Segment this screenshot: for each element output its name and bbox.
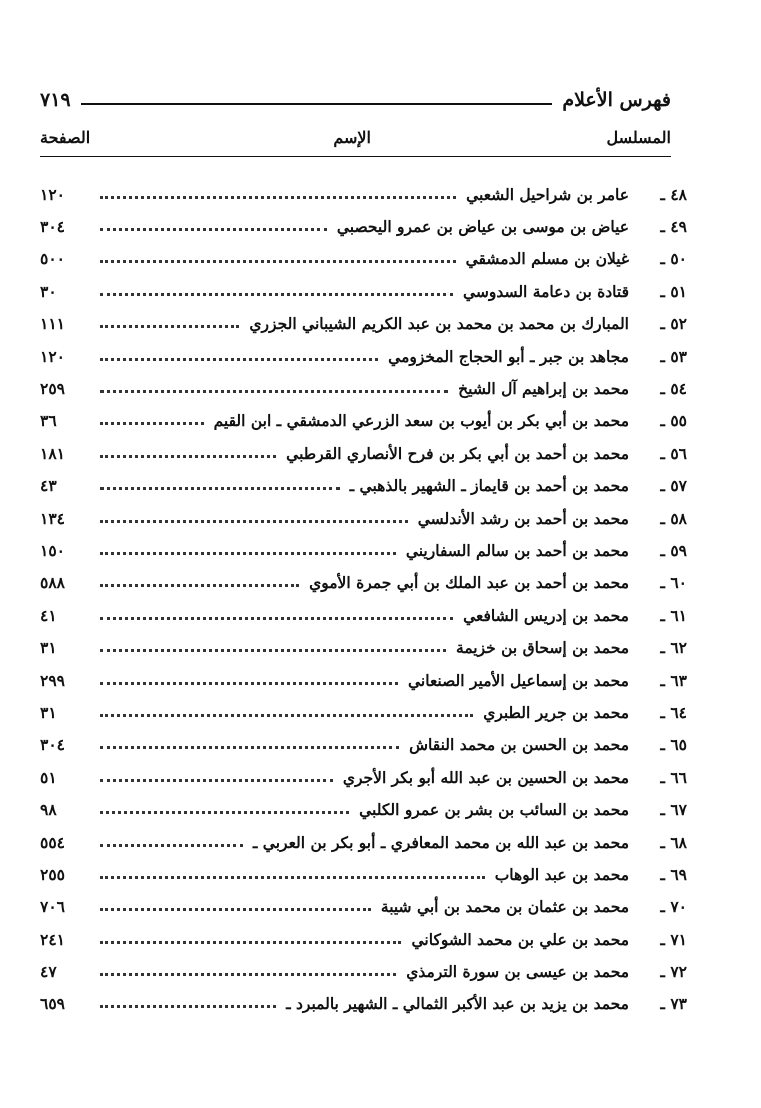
entry-number: ٦٢ ـ: [660, 638, 687, 658]
dot-leader: [100, 358, 378, 361]
entry-name: المبارك بن محمد بن محمد بن عبد الكريم الشيباني الجزري: [249, 314, 629, 334]
entry-page: ١٢٠: [40, 184, 65, 204]
entry-number: ٦٠ ـ: [660, 573, 687, 593]
dot-leader: [100, 617, 453, 620]
index-entry: [40, 405, 687, 437]
entry-name: محمد بن السائب بن بشر بن عمرو الكلبي: [359, 800, 629, 820]
dot-leader: [100, 228, 327, 231]
entry-page: ٣٦: [40, 411, 57, 431]
dot-leader: [100, 455, 276, 458]
entry-number: ٤٨ ـ: [660, 184, 687, 204]
entry-name: محمد بن يزيد بن عبد الأكبر الثمالي ـ الشهير بالمبرد ـ: [286, 994, 629, 1014]
index-entry: [40, 729, 687, 761]
entry-name: محمد بن عثمان بن محمد بن أبي شيبة: [380, 897, 629, 917]
entry-number: ٥٥ ـ: [660, 411, 687, 431]
header-rule: [81, 103, 553, 105]
column-header-rule: [40, 156, 671, 157]
entry-name: محمد بن أحمد بن قايماز ـ الشهير بالذهبي ـ: [349, 476, 629, 496]
index-entry: [40, 275, 687, 307]
entry-page: ٤٧: [40, 962, 57, 982]
entry-page: ١١١: [40, 314, 65, 334]
entry-page: ٣١: [40, 702, 57, 722]
entry-number: ٥١ ـ: [660, 281, 687, 301]
index-entry: [40, 923, 687, 955]
entry-name: محمد بن عيسى بن سورة الترمذي: [406, 962, 629, 982]
entry-number: ٦٣ ـ: [660, 670, 687, 690]
entry-page: ٣٠٤: [40, 217, 65, 237]
index-entry: [40, 470, 687, 502]
entry-page: ٣١: [40, 638, 57, 658]
index-entry: [40, 793, 687, 825]
entry-name: محمد بن عبد الوهاب: [494, 864, 629, 884]
entry-number: ٥٠ ـ: [660, 249, 687, 269]
dot-leader: [100, 973, 396, 976]
entry-page: ٦٥٩: [40, 994, 65, 1014]
entry-number: ٦٤ ـ: [660, 702, 687, 722]
entry-page: ١٢٠: [40, 346, 65, 366]
dot-leader: [100, 844, 243, 847]
entry-number: ٧٠ ـ: [660, 897, 687, 917]
entry-name: محمد بن إسماعيل الأمير الصنعاني: [407, 670, 629, 690]
entry-name: غيلان بن مسلم الدمشقي: [465, 249, 629, 269]
entry-page: ١٥٠: [40, 540, 65, 560]
dot-leader: [100, 293, 453, 296]
dot-leader: [100, 876, 485, 879]
entry-number: ٤٩ ـ: [660, 217, 687, 237]
index-entries: [40, 178, 687, 1020]
entry-number: ٦٥ ـ: [660, 735, 687, 755]
dot-leader: [100, 552, 396, 555]
entry-number: ٦١ ـ: [660, 605, 687, 625]
dot-leader: [100, 584, 299, 587]
index-entry: [40, 502, 687, 534]
dot-leader: [100, 714, 473, 717]
dot-leader: [100, 1005, 276, 1008]
entry-number: ٦٩ ـ: [660, 864, 687, 884]
entry-number: ٥٧ ـ: [660, 476, 687, 496]
entry-page: ٢٥٥: [40, 864, 65, 884]
index-entry: [40, 567, 687, 599]
entry-page: ٤١: [40, 605, 57, 625]
entry-page: ٤٣: [40, 476, 57, 496]
index-title: فهرس الأعلام: [562, 89, 671, 111]
entry-page: ١٣٤: [40, 508, 65, 528]
entry-page: ٧٠٦: [40, 897, 65, 917]
index-entry: [40, 826, 687, 858]
dot-leader: [100, 779, 333, 782]
entry-name: عامر بن شراحيل الشعبي: [466, 184, 629, 204]
entry-page: ٣٠٤: [40, 735, 65, 755]
entry-page: ٥٥٤: [40, 832, 65, 852]
entry-number: ٧٢ ـ: [660, 962, 687, 982]
entry-number: ٥٩ ـ: [660, 540, 687, 560]
entry-name: محمد بن جرير الطبري: [483, 702, 629, 722]
entry-number: ٦٨ ـ: [660, 832, 687, 852]
entry-name: عياض بن موسى بن عياض بن عمرو اليحصبي: [336, 217, 629, 237]
entry-name: محمد بن أحمد بن عبد الملك بن أبي جمرة الأموي: [309, 573, 629, 593]
dot-leader: [100, 390, 448, 393]
index-entry: [40, 891, 687, 923]
entry-page: ٢٤١: [40, 929, 65, 949]
page-number: ٧١٩: [40, 89, 71, 111]
index-entry: [40, 534, 687, 566]
index-entry: [40, 631, 687, 663]
entry-page: ٥٨٨: [40, 573, 65, 593]
dot-leader: [100, 941, 401, 944]
index-entry: [40, 955, 687, 987]
entry-name: محمد بن أبي بكر بن أيوب بن سعد الزرعي الدمشقي ـ ابن القيم: [213, 411, 629, 431]
index-entry: [40, 761, 687, 793]
entry-name: محمد بن أحمد بن رشد الأندلسي: [417, 508, 629, 528]
dot-leader: [100, 325, 239, 328]
entry-name: مجاهد بن جبر ـ أبو الحجاج المخزومي: [388, 346, 629, 366]
index-entry: [40, 696, 687, 728]
dot-leader: [100, 487, 340, 490]
entry-name: محمد بن عبد الله بن محمد المعافري ـ أبو بكر بن العربي ـ: [252, 832, 629, 852]
entry-page: ٩٨: [40, 800, 57, 820]
index-entry: [40, 372, 687, 404]
entry-number: ٦٦ ـ: [660, 767, 687, 787]
index-entry: [40, 988, 687, 1020]
dot-leader: [100, 649, 446, 652]
entry-number: ٥٨ ـ: [660, 508, 687, 528]
dot-leader: [100, 422, 204, 425]
index-entry: [40, 308, 687, 340]
page-column-header: الصفحة: [40, 128, 91, 147]
entry-number: ٥٤ ـ: [660, 379, 687, 399]
dot-leader: [100, 746, 399, 749]
entry-name: محمد بن أحمد بن أبي بكر بن فرح الأنصاري القرطبي: [286, 443, 629, 463]
entry-name: محمد بن الحسين بن عبد الله أبو بكر الأجري: [342, 767, 629, 787]
running-header: [40, 84, 671, 116]
index-entry: [40, 664, 687, 696]
index-entry: [40, 858, 687, 890]
index-entry: [40, 178, 687, 210]
name-column-header: الإسم: [333, 128, 371, 147]
entry-name: محمد بن علي بن محمد الشوكاني: [411, 929, 629, 949]
index-entry: [40, 437, 687, 469]
entry-page: ٢٥٩: [40, 379, 65, 399]
index-entry: [40, 210, 687, 242]
column-headers: [40, 124, 671, 154]
index-entry: [40, 243, 687, 275]
entry-name: محمد بن إبراهيم آل الشيخ: [458, 379, 629, 399]
index-entry: [40, 599, 687, 631]
entry-number: ٧١ ـ: [660, 929, 687, 949]
entry-number: ٦٧ ـ: [660, 800, 687, 820]
entry-name: محمد بن إسحاق بن خزيمة: [456, 638, 629, 658]
entry-name: قتادة بن دعامة السدوسي: [462, 281, 629, 301]
entry-page: ١٨١: [40, 443, 65, 463]
entry-name: محمد بن إدريس الشافعي: [463, 605, 629, 625]
entry-page: ٢٩٩: [40, 670, 65, 690]
dot-leader: [100, 908, 371, 911]
entry-number: ٥٢ ـ: [660, 314, 687, 334]
entry-page: ٥٠٠: [40, 249, 65, 269]
dot-leader: [100, 811, 349, 814]
entry-page: ٣٠: [40, 281, 57, 301]
dot-leader: [100, 682, 398, 685]
index-entry: [40, 340, 687, 372]
entry-page: ٥١: [40, 767, 57, 787]
dot-leader: [100, 196, 456, 199]
entry-number: ٥٦ ـ: [660, 443, 687, 463]
entry-number: ٥٣ ـ: [660, 346, 687, 366]
dot-leader: [100, 520, 408, 523]
dot-leader: [100, 260, 456, 263]
entry-number: ٧٣ ـ: [660, 994, 687, 1014]
entry-name: محمد بن أحمد بن سالم السفاريني: [405, 540, 629, 560]
entry-name: محمد بن الحسن بن محمد النقاش: [409, 735, 629, 755]
serial-column-header: المسلسل: [606, 128, 671, 147]
